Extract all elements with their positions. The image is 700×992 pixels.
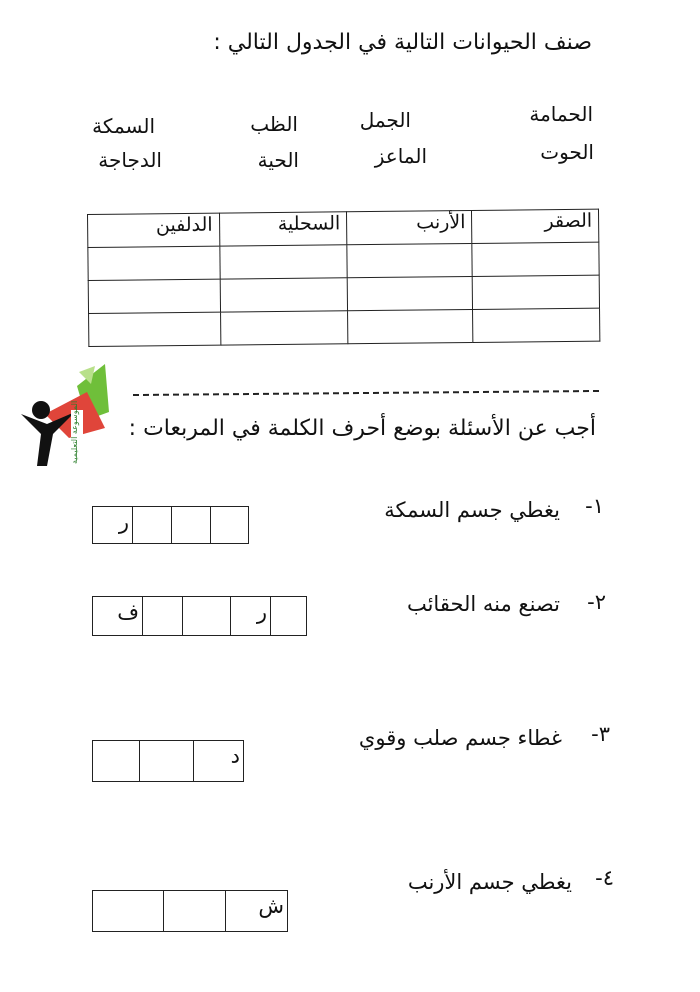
table-header-cell: الأرنب bbox=[347, 210, 473, 244]
question-number: ١- bbox=[585, 494, 604, 518]
question-text: يغطي جسم السمكة bbox=[384, 498, 560, 522]
logo-graphic bbox=[17, 362, 129, 470]
table-header-cell: السحلية bbox=[219, 212, 347, 246]
animal-word: الحمامة bbox=[529, 102, 593, 126]
answer-cell[interactable] bbox=[88, 279, 220, 313]
question-text: تصنع منه الحقائب bbox=[406, 592, 560, 616]
question-text: غطاء جسم صلب وقوي bbox=[358, 726, 562, 750]
letter-boxes bbox=[92, 506, 249, 544]
animal-word: الجمل bbox=[359, 108, 411, 132]
answer-cell[interactable] bbox=[219, 245, 347, 279]
answer-cell[interactable] bbox=[89, 312, 221, 346]
question-number: ٣- bbox=[591, 722, 610, 746]
instruction-text: أجب عن الأسئلة بوضع أحرف الكلمة في المربعات : bbox=[128, 416, 596, 441]
letter-box[interactable] bbox=[132, 507, 171, 543]
letter-box[interactable]: ر bbox=[118, 510, 129, 534]
animal-word: الدجاجة bbox=[98, 148, 162, 172]
letter-box[interactable]: د bbox=[193, 741, 243, 781]
animal-word: الحية bbox=[257, 148, 299, 172]
answer-cell[interactable] bbox=[220, 311, 348, 345]
letter-box[interactable]: ش bbox=[225, 891, 287, 931]
table-header-row bbox=[88, 209, 599, 247]
answer-cell[interactable] bbox=[472, 242, 599, 276]
table-row bbox=[88, 242, 599, 280]
animal-word: الماعز bbox=[374, 144, 427, 168]
answer-cell[interactable] bbox=[88, 246, 220, 280]
dashed-divider bbox=[133, 390, 599, 396]
site-logo bbox=[17, 362, 129, 470]
answer-cell[interactable] bbox=[348, 309, 474, 343]
letter-box[interactable] bbox=[139, 741, 193, 781]
question-number: ٢- bbox=[587, 590, 606, 614]
table-row bbox=[88, 275, 599, 313]
letter-box[interactable] bbox=[163, 891, 225, 931]
answer-cell[interactable] bbox=[347, 276, 473, 310]
letter-boxes bbox=[92, 596, 307, 636]
answer-cell[interactable] bbox=[220, 278, 348, 312]
letter-box[interactable] bbox=[171, 507, 210, 543]
animal-word: الحوت bbox=[540, 140, 594, 164]
letter-box[interactable] bbox=[270, 597, 306, 635]
letter-box[interactable]: ر bbox=[230, 597, 270, 635]
logo-caption: الموسوعة التعليمية bbox=[70, 400, 79, 464]
classification-table bbox=[87, 209, 600, 347]
letter-box[interactable] bbox=[210, 507, 248, 543]
table-row bbox=[89, 308, 600, 346]
letter-box[interactable] bbox=[93, 741, 139, 781]
answer-cell[interactable] bbox=[473, 275, 600, 309]
logo-figure-head bbox=[32, 401, 50, 419]
table-header-cell: الدلفين bbox=[88, 213, 220, 247]
question-number: ٤- bbox=[595, 866, 614, 890]
table-header-cell: الصقر bbox=[472, 209, 599, 243]
answer-cell[interactable] bbox=[473, 308, 600, 342]
animal-word: الظب bbox=[250, 112, 298, 136]
letter-box[interactable] bbox=[182, 597, 230, 635]
letter-box[interactable] bbox=[142, 597, 182, 635]
animal-word: السمكة bbox=[92, 114, 155, 138]
letter-boxes bbox=[92, 740, 244, 782]
letter-boxes bbox=[92, 890, 288, 932]
answer-cell[interactable] bbox=[347, 243, 473, 277]
page-title: صنف الحيوانات التالية في الجدول التالي : bbox=[213, 30, 592, 55]
letter-box[interactable]: ف bbox=[117, 600, 139, 624]
question-text: يغطي جسم الأرنب bbox=[407, 870, 572, 894]
letter-box[interactable] bbox=[93, 891, 163, 931]
